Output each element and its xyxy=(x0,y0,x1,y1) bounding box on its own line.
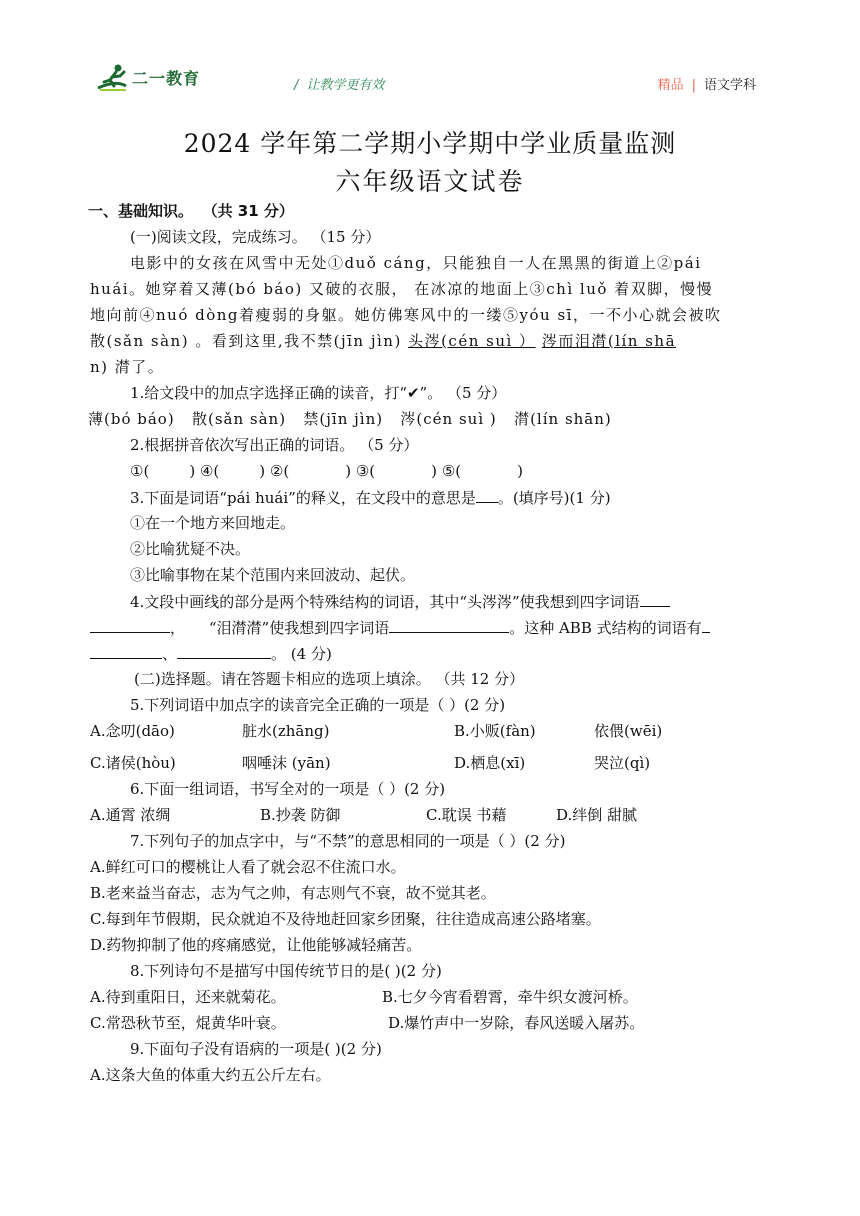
question-6: 6.下面一组词语，书写全对的一项是（ ）(2 分) xyxy=(130,780,446,798)
q6-options: A.通霄 浓绸 B.抄袭 防御 C.耽误 书藉 D.绊倒 甜腻 xyxy=(90,806,638,824)
exam-subtitle: 六年级语文试卷 xyxy=(335,167,525,196)
answer-blank[interactable] xyxy=(90,640,162,659)
subject-tag: 精品 | 语文学科 xyxy=(657,78,756,93)
question-7: 7.下列句子的加点字中，与“不禁”的意思相同的一项是（ ）(2 分) xyxy=(130,832,566,850)
q1-option: 散(sǎn sàn) xyxy=(192,410,287,428)
slogan: / 让教学更有效 xyxy=(294,78,385,93)
q3-option: ①在一个地方来回地走。 xyxy=(130,514,296,532)
question-3: 3.下面是词语“pái huái”的释义，在文段中的意思是 。(填序号)(1 分) xyxy=(90,484,770,510)
page-header xyxy=(0,58,860,98)
question-1: 1.给文段中的加点字选择正确的读音，打“✔”。 （5 分） xyxy=(130,384,507,402)
passage-line: huái。她穿着又薄(bó báo) 又破的衣服， 在冰凉的地面上③chì luǒ 着双脚，慢慢 xyxy=(90,280,714,298)
section-heading: 一、基础知识。 （共 31 分） xyxy=(88,202,294,220)
q1-option: 禁(jīn jìn) xyxy=(303,410,384,428)
q7-option: A.鲜红可口的樱桃让人看了就会忍不住流口水。 xyxy=(90,858,406,876)
q7-option: B.老来益当奋志，志为气之帅，有志则气不衰，故不觉其老。 xyxy=(90,884,496,902)
q5-options: C.诸侯(hòu) 咽唾沫 (yān) D.栖息(xī) 哭泣(qì) xyxy=(90,754,651,772)
passage-line: 电影中的女孩在风雪中无处①duǒ cáng，只能独自一人在黑黑的街道上②pái xyxy=(130,254,702,272)
q2-blanks: ①( ) ④( ) ②( ) ③( ) ⑤( ) xyxy=(130,462,523,480)
q1-options xyxy=(88,406,770,432)
question-4-cont: ， “泪潸潸”使我想到四字词语 。这种 ABB 式结构的词语有 xyxy=(90,614,770,640)
question-2: 2.根据拼音依次写出正确的词语。 （5 分） xyxy=(130,436,419,454)
question-9: 9.下面句子没有语病的一项是( )(2 分) xyxy=(130,1040,382,1058)
answer-blank[interactable] xyxy=(476,484,498,503)
q3-option: ③比喻事物在某个范围内来回波动、起伏。 xyxy=(130,566,416,584)
q1-option: 涔(cén suì ) xyxy=(400,410,497,428)
question-4-cont: 、 。 (4 分) xyxy=(90,640,770,666)
passage-line: 散(sǎn sàn) 。看到这里,我不禁(jīn jìn) 头涔(cén suì ） 涔而泪潸(lín shā xyxy=(90,332,677,350)
answer-blank[interactable] xyxy=(389,614,509,633)
q1-option: 薄(bó báo) xyxy=(88,410,175,428)
answer-blank[interactable] xyxy=(702,614,710,633)
q8-options: C.常恐秋节至，焜黄华叶衰。 D.爆竹声中一岁除，春风送暖入屠苏。 xyxy=(90,1014,645,1032)
question-8: 8.下列诗句不是描写中国传统节日的是( )(2 分) xyxy=(130,962,442,980)
q7-option: C.每到年节假期，民众就迫不及待地赶回家乡团聚，往往造成高速公路堵塞。 xyxy=(90,910,601,928)
exam-title: 2024 学年第二学期小学期中学业质量监测 xyxy=(183,129,677,158)
part2-heading: (二)选择题。请在答题卡相应的选项上填涂。 （共 12 分） xyxy=(134,670,525,688)
logo-text: 二一教育 xyxy=(132,69,201,88)
q7-option: D.药物抑制了他的疼痛感觉，让他能够减轻痛苦。 xyxy=(90,936,422,954)
part1-heading: (一)阅读文段，完成练习。 （15 分） xyxy=(130,228,381,246)
answer-blank[interactable] xyxy=(640,588,670,607)
passage-line: n) 潸了。 xyxy=(90,358,165,376)
passage-line: 地向前④nuó dòng着瘦弱的身躯。她仿佛寒风中的一缕⑤yóu sī，一不小心就会被吹 xyxy=(90,306,722,324)
answer-blank[interactable] xyxy=(90,614,170,633)
q3-option: ②比喻犹疑不决。 xyxy=(130,540,251,558)
question-4: 4.文段中画线的部分是两个特殊结构的词语，其中“头涔涔”使我想到四字词语 xyxy=(90,588,770,614)
question-5: 5.下列词语中加点字的读音完全正确的一项是（ ）(2 分) xyxy=(130,696,506,714)
q5-options: A.念叨(dāo) 脏水(zhāng) B.小贩(fàn) 依偎(wēi) xyxy=(90,722,663,740)
q8-options: A.待到重阳日，还来就菊花。 B.七夕今宵看碧霄，牵牛织女渡河桥。 xyxy=(90,988,638,1006)
q9-option: A.这条大鱼的体重大约五公斤左右。 xyxy=(90,1066,331,1084)
exam-content xyxy=(90,198,770,1088)
q1-option: 潸(lín shān) xyxy=(514,410,612,428)
answer-blank[interactable] xyxy=(177,640,271,659)
